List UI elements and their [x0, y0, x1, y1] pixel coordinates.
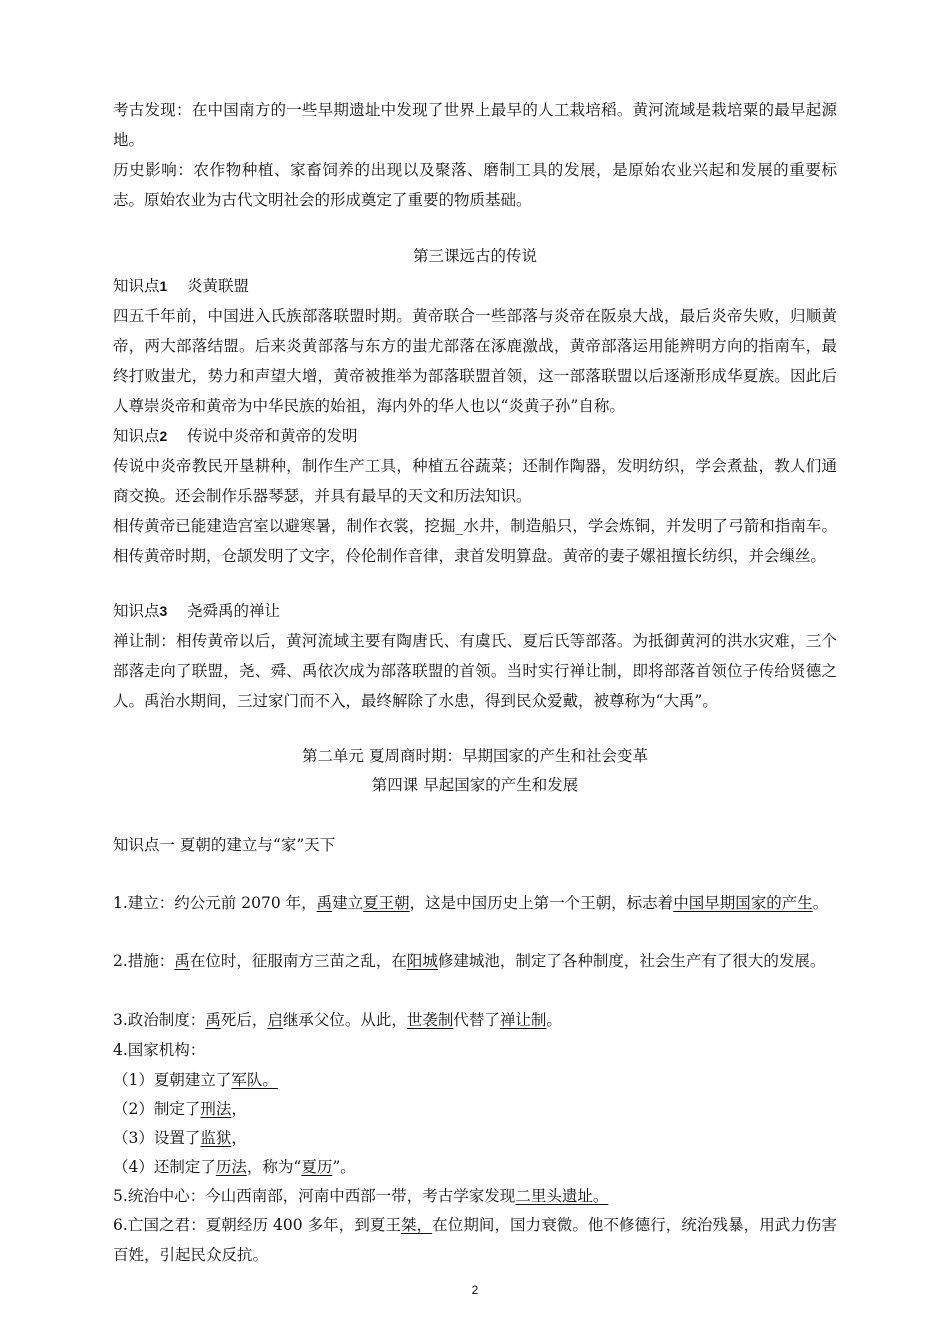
lesson4-title: 第四课 早起国家的产生和发展 [371, 776, 579, 794]
item-ruling-center: 5.统治中心：今山西南部，河南中西部一带，考古学家发现二里头遗址。 [113, 1187, 609, 1205]
kp2-body-huangdi: 相传黄帝已能建造宫室以避寒暑，制作衣裳，挖掘_水井，制造船只，学会炼铜，并发明了弓箭和指南车。相传黄帝时期，仓颉发明了文字，伶伦制作音律，隶首发明算盘。黄帝的妻子嫘祖擅长纺织，并会缫丝。 [113, 517, 837, 565]
item-political-system: 3.政治制度：禹死后，启继承父位。从此，世袭制代替了禅让制。 [113, 1011, 562, 1029]
unit2-title: 第二单元 夏周商时期：早期国家的产生和社会变革 [302, 747, 648, 765]
kp2-body-yandi: 传说中炎帝教民开垦耕种，制作生产工具，种植五谷蔬菜；还制作陶器，发明纺织，学会煮盐，教人们通商交换。还会制作乐器琴瑟，并具有最早的天文和历法知识。 [113, 457, 837, 505]
lesson3-title: 第三课远古的传说 [412, 247, 537, 265]
item-measures: 2.措施：禹在位时，征服南方三苗之乱，在阳城修建城池，制定了各种制度，社会生产有了很大的发展。 [113, 952, 826, 970]
subitem-penal-law: （2）制定了刑法， [113, 1100, 247, 1118]
kp2-heading: 知识点2 传说中炎帝和黄帝的发明 [113, 427, 358, 445]
subitem-army: （1）夏朝建立了军队。 [113, 1071, 278, 1089]
item-state-institutions: 4.国家机构： [113, 1041, 206, 1059]
archaeology-paragraph: 考古发现：在中国南方的一些早期遗址中发现了世界上最早的人工栽培稻。黄河流域是栽培粟的最早起源地。 [113, 101, 837, 149]
kp3-heading: 知识点3 尧舜禹的禅让 [113, 602, 281, 620]
impact-paragraph: 历史影响：农作物种植、家畜饲养的出现以及聚落、磨制工具的发展，是原始农业兴起和发展的重要标志。原始农业为古代文明社会的形成奠定了重要的物质基础。 [113, 161, 837, 209]
kp-one-heading: 知识点一 夏朝的建立与“家”天下 [113, 836, 336, 854]
item-last-ruler: 6.亡国之君：夏朝经历 400 多年，到夏王桀，在位期间，国力衰微。他不修德行，统治残暴，用武力伤害百姓，引起民众反抗。 [113, 1216, 837, 1264]
item-establishment: 1.建立：约公元前 2070 年，禹建立夏王朝，这是中国历史上第一个王朝，标志着中国早期国家的产生。 [113, 894, 829, 912]
kp1-heading: 知识点1 炎黄联盟 [113, 277, 250, 295]
subitem-calendar: （4）还制定了历法，称为“夏历”。 [113, 1158, 356, 1176]
subitem-prison: （3）设置了监狱， [113, 1129, 247, 1147]
kp3-body: 禅让制：相传黄帝以后，黄河流域主要有陶唐氏、有虞氏、夏后氏等部落。为抵御黄河的洪水灾难，三个部落走向了联盟，尧、舜、禹依次成为部落联盟的首领。当时实行禅让制，即将部落首领位子传给贤德之人。禹治水期间，三过家门而不入，最终解除了水患，得到民众爱戴，被尊称为“大禹”。 [113, 632, 837, 710]
kp1-body: 四五千年前，中国进入氏族部落联盟时期。黄帝联合一些部落与炎帝在阪泉大战，最后炎帝失败，归顺黄帝，两大部落结盟。后来炎黄部落与东方的蚩尤部落在涿鹿激战，黄帝部落运用能辨明方向的指南车，最终打败蚩尤，势力和声望大增，黄帝被推举为部落联盟首领，这一部落联盟以后逐渐形成华夏族。因此后人尊崇炎帝和黄帝为中华民族的始祖，海内外的华人也以“炎黄子孙”自称。 [113, 307, 837, 415]
page-number: 2 [471, 1283, 479, 1297]
